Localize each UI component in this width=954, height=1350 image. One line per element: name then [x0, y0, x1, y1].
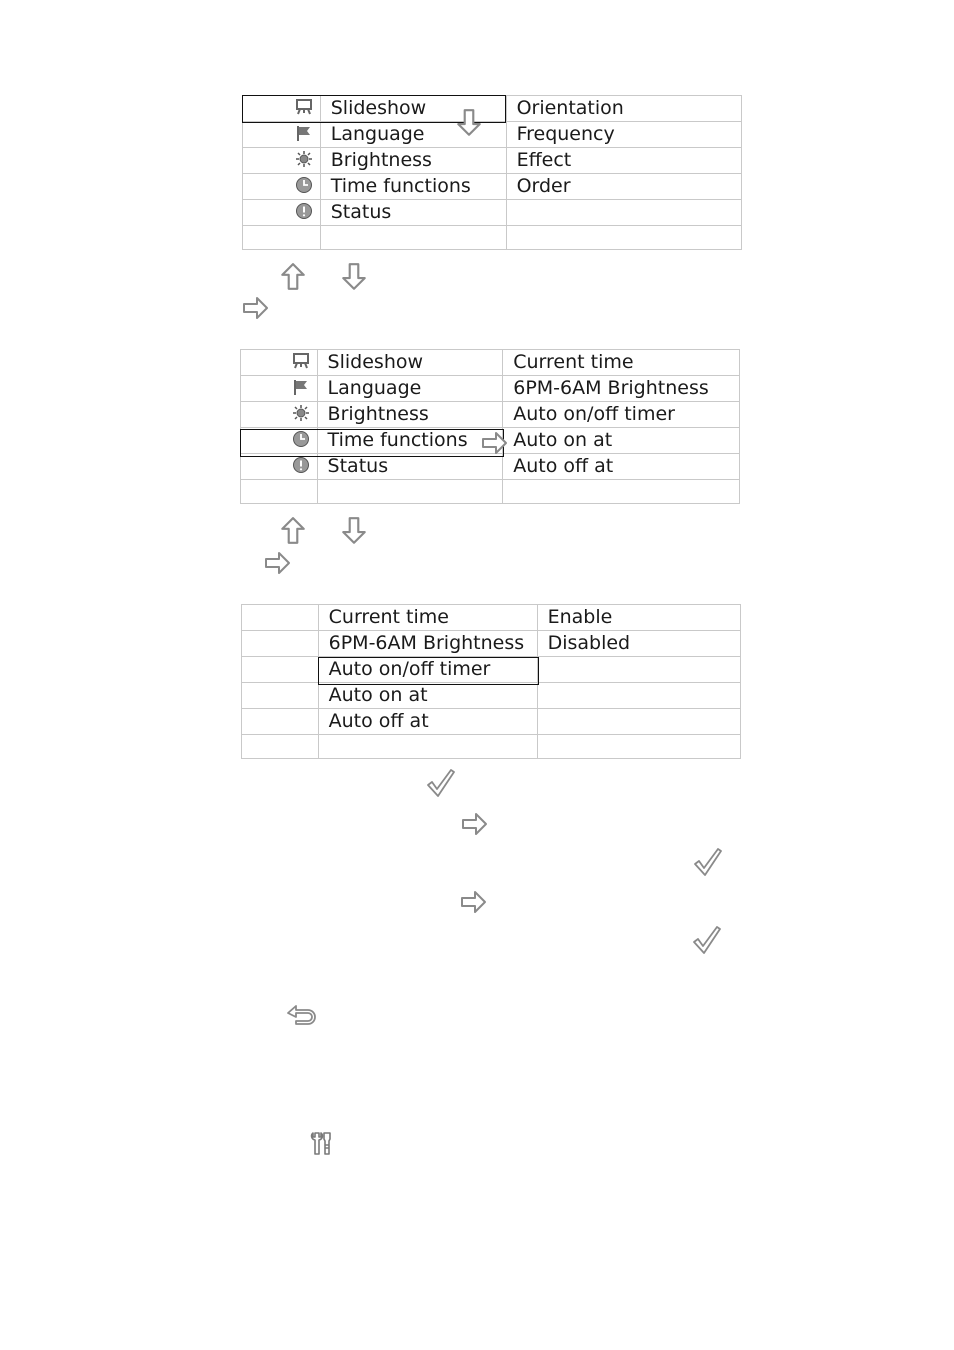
- menu-row[interactable]: [243, 148, 742, 174]
- submenu-item-label[interactable]: Auto on at: [503, 428, 740, 454]
- arrow-up-icon[interactable]: [281, 262, 305, 292]
- menu-item-label[interactable]: Auto on/off timer: [318, 657, 537, 683]
- arrow-down-icon: [456, 108, 482, 138]
- menu-item-label[interactable]: 6PM-6AM Brightness: [318, 631, 537, 657]
- arrow-down-icon[interactable]: [342, 262, 366, 292]
- menu-item-label[interactable]: Language: [320, 122, 506, 148]
- brightness-sun-icon: [293, 405, 309, 425]
- menu-table-3: [241, 604, 741, 759]
- menu-row[interactable]: [243, 200, 742, 226]
- arrow-right-icon[interactable]: [460, 811, 490, 837]
- arrow-right-icon[interactable]: [459, 889, 489, 915]
- check-icon[interactable]: [426, 769, 456, 799]
- arrow-down-icon[interactable]: [342, 516, 366, 546]
- menu-item-label[interactable]: Language: [317, 376, 503, 402]
- submenu-item-label[interactable]: Orientation: [506, 96, 741, 122]
- settings-tools-icon[interactable]: [309, 1131, 333, 1157]
- empty-row: [243, 226, 742, 250]
- menu-table-2: [240, 349, 740, 504]
- submenu-item-label[interactable]: Order: [506, 174, 741, 200]
- submenu-item-label[interactable]: Frequency: [506, 122, 741, 148]
- check-icon[interactable]: [692, 926, 722, 956]
- submenu-item-label[interactable]: Auto off at: [503, 454, 740, 480]
- menu-row[interactable]: [241, 402, 740, 428]
- menu-icon-cell: [243, 148, 321, 174]
- brightness-sun-icon: [296, 151, 312, 171]
- option-label[interactable]: [537, 683, 740, 709]
- menu-row[interactable]: [242, 683, 741, 709]
- option-label[interactable]: Disabled: [537, 631, 740, 657]
- status-info-icon: [293, 457, 309, 477]
- menu-item-label[interactable]: Current time: [318, 605, 537, 631]
- menu-item-label[interactable]: Brightness: [317, 402, 503, 428]
- arrow-right-icon[interactable]: [241, 295, 271, 321]
- status-info-icon: [296, 203, 312, 223]
- menu-item-label[interactable]: Slideshow: [320, 96, 506, 122]
- empty-row: [242, 735, 741, 759]
- option-label[interactable]: [537, 709, 740, 735]
- back-return-icon[interactable]: [285, 1003, 317, 1027]
- menu-icon-cell: [241, 402, 318, 428]
- submenu-item-label[interactable]: [506, 200, 741, 226]
- menu-icon-cell: [243, 174, 321, 200]
- slideshow-icon: [296, 99, 312, 119]
- menu-item-label[interactable]: Auto on at: [318, 683, 537, 709]
- language-flag-icon: [293, 379, 309, 399]
- menu-icon-cell: [243, 96, 321, 122]
- menu-row[interactable]: [242, 631, 741, 657]
- arrow-right-icon: [480, 430, 510, 456]
- clock-icon: [296, 177, 312, 197]
- menu-table-1: [242, 95, 742, 250]
- menu-item-label[interactable]: Time functions: [317, 428, 503, 454]
- submenu-item-label[interactable]: Effect: [506, 148, 741, 174]
- option-label[interactable]: Enable: [537, 605, 740, 631]
- submenu-item-label[interactable]: Auto on/off timer: [503, 402, 740, 428]
- menu-icon-cell: [243, 122, 321, 148]
- menu-icon-cell: [243, 200, 321, 226]
- menu-row[interactable]: [241, 376, 740, 402]
- slideshow-icon: [293, 353, 309, 373]
- menu-row[interactable]: [241, 350, 740, 376]
- menu-icon-cell: [241, 454, 318, 480]
- menu-item-label[interactable]: Status: [320, 200, 506, 226]
- clock-icon: [293, 431, 309, 451]
- empty-row: [241, 480, 740, 504]
- menu-row[interactable]: [243, 174, 742, 200]
- menu-icon-cell: [241, 376, 318, 402]
- menu-item-label[interactable]: Brightness: [320, 148, 506, 174]
- language-flag-icon: [296, 125, 312, 145]
- menu-item-label[interactable]: Status: [317, 454, 503, 480]
- menu-row[interactable]: [241, 454, 740, 480]
- menu-item-label[interactable]: Time functions: [320, 174, 506, 200]
- menu-row[interactable]: [243, 122, 742, 148]
- menu-item-label[interactable]: Auto off at: [318, 709, 537, 735]
- menu-row[interactable]: [242, 657, 741, 683]
- submenu-item-label[interactable]: Current time: [503, 350, 740, 376]
- menu-row[interactable]: [242, 709, 741, 735]
- arrow-up-icon[interactable]: [281, 516, 305, 546]
- submenu-item-label[interactable]: 6PM-6AM Brightness: [503, 376, 740, 402]
- option-label[interactable]: [537, 657, 740, 683]
- menu-icon-cell: [241, 350, 318, 376]
- arrow-right-icon[interactable]: [263, 550, 293, 576]
- menu-icon-cell: [241, 428, 318, 454]
- check-icon[interactable]: [693, 848, 723, 878]
- menu-item-label[interactable]: Slideshow: [317, 350, 503, 376]
- menu-row[interactable]: [242, 605, 741, 631]
- menu-row[interactable]: [243, 96, 742, 122]
